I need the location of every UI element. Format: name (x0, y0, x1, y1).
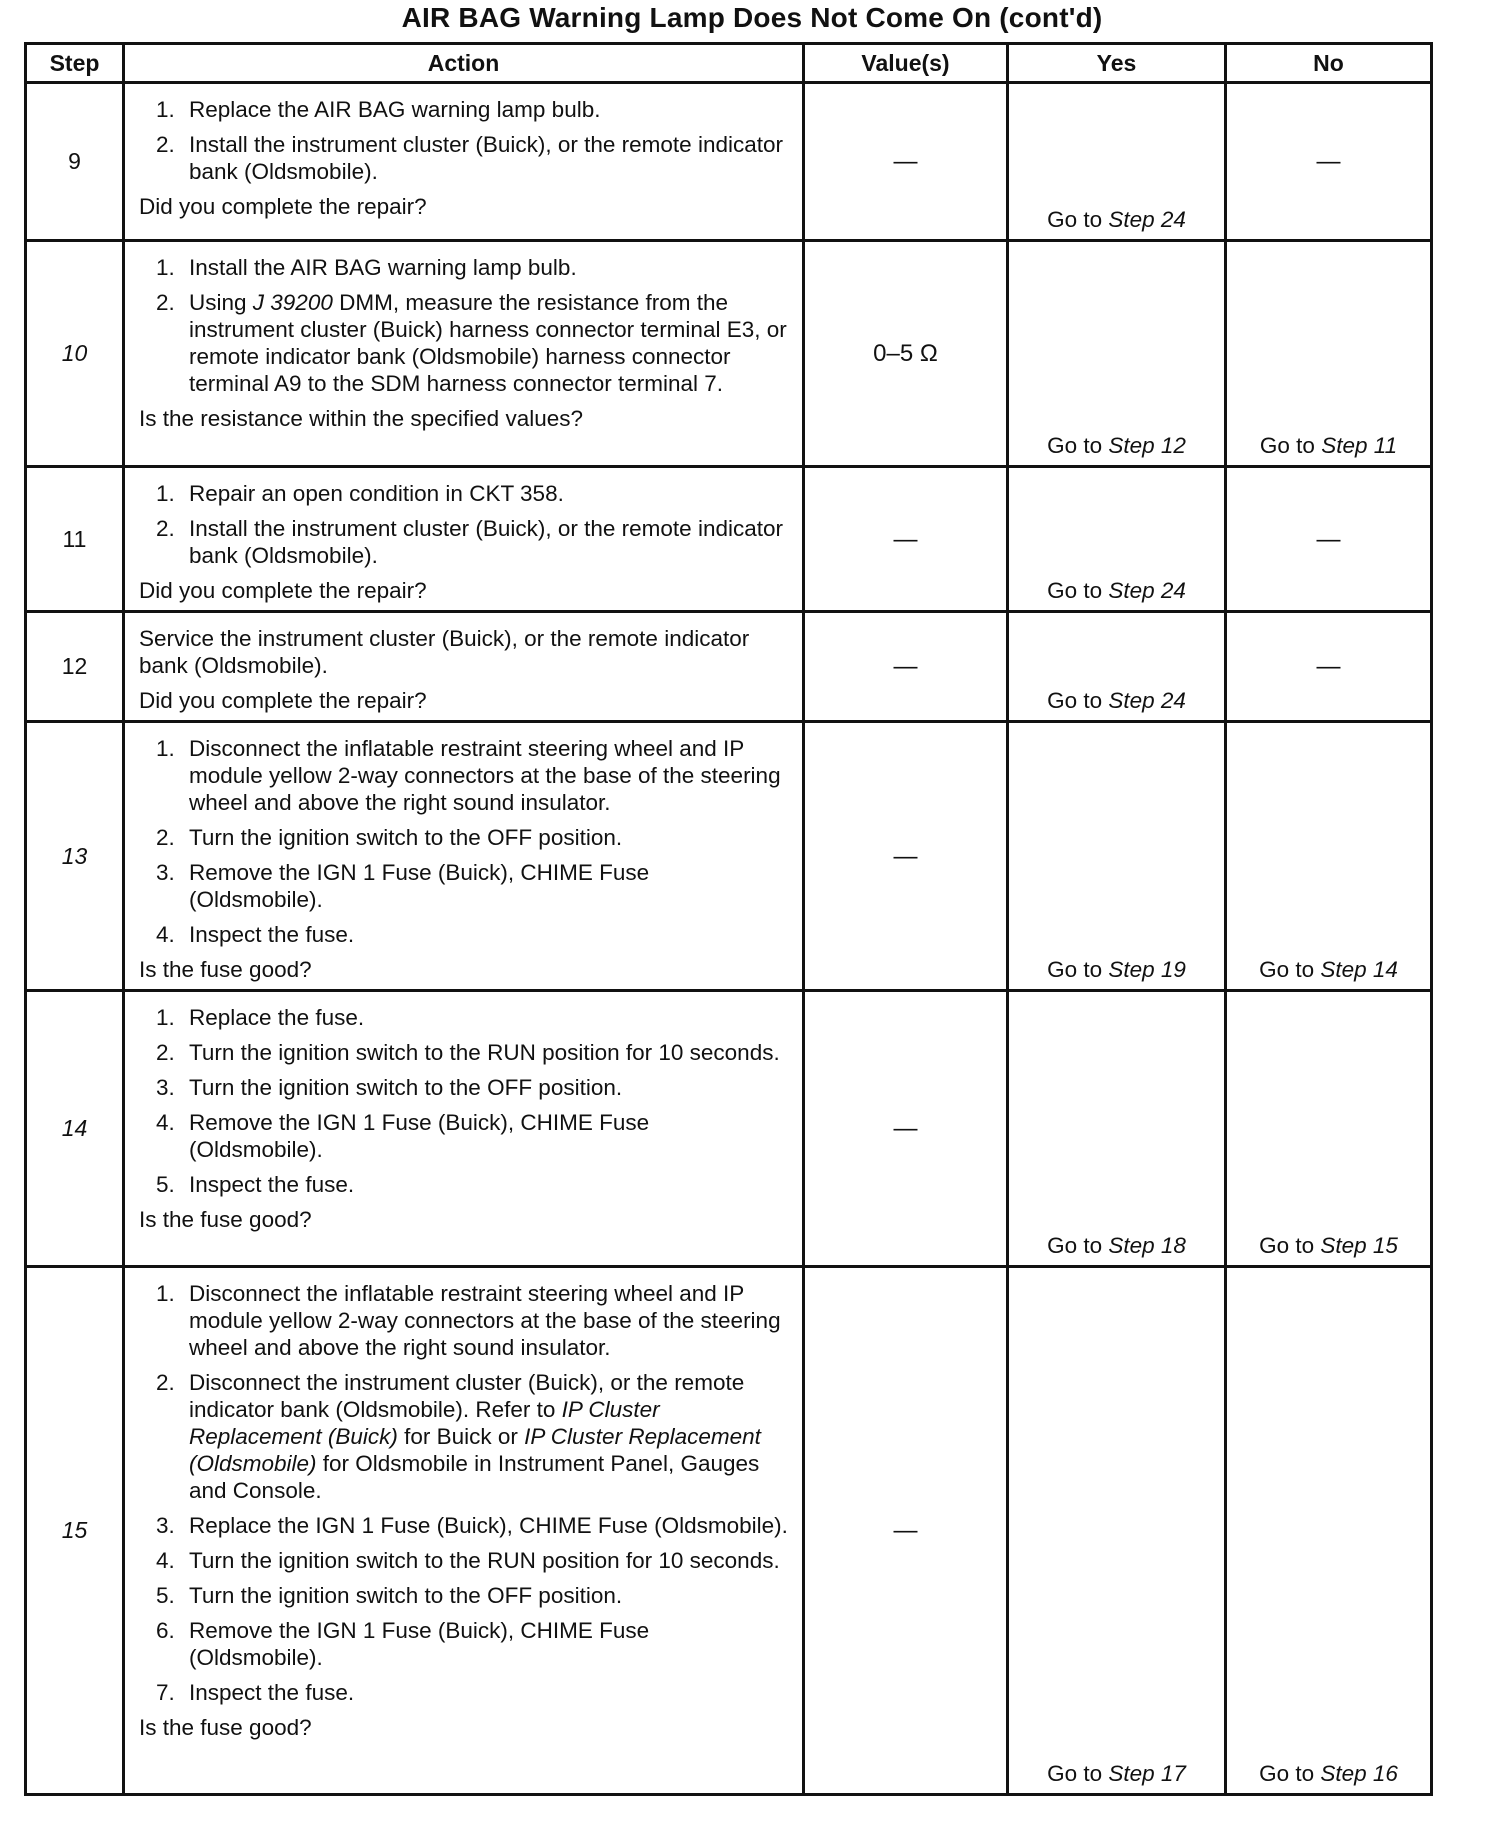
action-cell (124, 83, 804, 241)
action-cell (124, 467, 804, 612)
page-title: AIR BAG Warning Lamp Does Not Come On (cont'd) (401, 2, 1103, 33)
no-cell (1226, 991, 1432, 1267)
action-list (139, 480, 788, 569)
action-cell (124, 1267, 804, 1795)
action-item: 2. Disconnect the instrument cluster (Buick), or the remote indicator bank (Oldsmobile). Refer to IP Cluster Replacement (Buick) for Buick or IP Cluster Replacement (Oldsmobile) for Oldsmobile in Instrument Panel, Gauges and Console. (181, 1369, 788, 1504)
goto-prefix: Go to (1259, 433, 1322, 458)
column-header-action: Action (124, 44, 804, 83)
value-cell: — (804, 722, 1008, 991)
action-item: 1. Replace the fuse. (181, 1004, 788, 1031)
table-row (26, 241, 1432, 467)
table-row (26, 467, 1432, 612)
goto-prefix: — (1316, 653, 1341, 680)
goto-step-link: Step 24 (1108, 688, 1186, 713)
action-item: 1. Disconnect the inflatable restraint steering wheel and IP module yellow 2-way connectors at the base of the steering wheel and above the right sound insulator. (181, 1280, 788, 1361)
goto-step-link: Step 15 (1320, 1233, 1398, 1258)
goto-step-link: Step 24 (1108, 207, 1186, 232)
action-item: 2. Turn the ignition switch to the OFF position. (181, 824, 788, 851)
action-cell (124, 612, 804, 722)
column-header-values: Value(s) (804, 44, 1008, 83)
yes-cell (1008, 83, 1226, 241)
table-row (26, 83, 1432, 241)
procedure-table (24, 42, 1433, 1796)
table-row (26, 1267, 1432, 1795)
no-cell (1226, 722, 1432, 991)
value-cell: — (804, 612, 1008, 722)
goto-step-link: Step 14 (1320, 957, 1398, 982)
goto-step-link: Step 11 (1321, 433, 1398, 458)
action-question: Is the resistance within the specified values? (139, 406, 583, 431)
goto-prefix: Go to (1259, 1233, 1321, 1258)
goto-prefix: — (1316, 525, 1341, 553)
action-item: 2. Install the instrument cluster (Buick), or the remote indicator bank (Oldsmobile). (181, 131, 788, 185)
value-cell: — (804, 467, 1008, 612)
action-item: 3. Turn the ignition switch to the OFF position. (181, 1074, 788, 1101)
column-header-step: Step (26, 44, 124, 83)
table-row (26, 612, 1432, 722)
goto-step-link: Step 19 (1108, 957, 1186, 982)
action-list (139, 1280, 788, 1706)
action-text: Service the instrument cluster (Buick), or the remote indicator bank (Oldsmobile). (139, 626, 750, 678)
step-number: 12 (26, 612, 124, 722)
action-question: Is the fuse good? (139, 957, 312, 982)
action-item: 1. Disconnect the inflatable restraint steering wheel and IP module yellow 2-way connectors at the base of the steering wheel and above the right sound insulator. (181, 735, 788, 816)
goto-prefix: Go to (1047, 1233, 1109, 1258)
value-cell: — (804, 83, 1008, 241)
action-item: 4. Turn the ignition switch to the RUN position for 10 seconds. (181, 1547, 788, 1574)
action-item: 2. Using J 39200 DMM, measure the resistance from the instrument cluster (Buick) harness connector terminal E3, or remote indicator bank (Oldsmobile) harness connector terminal A9 to the SDM harness connector terminal 7. (181, 289, 788, 397)
value-cell: 0–5 Ω (804, 241, 1008, 467)
goto-step-link: Step 24 (1108, 578, 1186, 603)
action-question: Did you complete the repair? (139, 194, 427, 219)
no-cell (1226, 1267, 1432, 1795)
action-list (139, 254, 788, 397)
goto-prefix: Go to (1047, 433, 1109, 458)
no-cell (1226, 83, 1432, 241)
yes-cell (1008, 241, 1226, 467)
step-number: 11 (26, 467, 124, 612)
no-cell (1226, 467, 1432, 612)
action-item: 2. Turn the ignition switch to the RUN position for 10 seconds. (181, 1039, 788, 1066)
step-number: 13 (26, 722, 124, 991)
step-number: 10 (26, 241, 124, 467)
action-item: 5. Inspect the fuse. (181, 1171, 788, 1198)
yes-cell (1008, 612, 1226, 722)
column-header-no: No (1226, 44, 1432, 83)
goto-prefix: Go to (1259, 957, 1321, 982)
action-item: 7. Inspect the fuse. (181, 1679, 788, 1706)
action-item: 4. Inspect the fuse. (181, 921, 788, 948)
goto-prefix: — (1316, 148, 1341, 175)
no-cell (1226, 241, 1432, 467)
goto-prefix: Go to (1047, 578, 1109, 603)
action-list (139, 1004, 788, 1198)
action-item: 3. Replace the IGN 1 Fuse (Buick), CHIME Fuse (Oldsmobile). (181, 1512, 788, 1539)
action-cell (124, 722, 804, 991)
no-cell (1226, 612, 1432, 722)
action-question: Did you complete the repair? (139, 688, 427, 713)
action-item: 6. Remove the IGN 1 Fuse (Buick), CHIME Fuse (Oldsmobile). (181, 1617, 788, 1671)
action-cell (124, 241, 804, 467)
step-number: 14 (26, 991, 124, 1267)
yes-cell (1008, 991, 1226, 1267)
action-list (139, 96, 788, 185)
yes-cell (1008, 467, 1226, 612)
action-cell (124, 991, 804, 1267)
action-item: 4. Remove the IGN 1 Fuse (Buick), CHIME Fuse (Oldsmobile). (181, 1109, 788, 1163)
action-question: Is the fuse good? (139, 1715, 312, 1740)
value-cell: — (804, 991, 1008, 1267)
goto-step-link: Step 12 (1108, 433, 1186, 458)
goto-prefix: Go to (1047, 1761, 1109, 1786)
action-item: 1. Repair an open condition in CKT 358. (181, 480, 788, 507)
table-header-row (26, 44, 1432, 83)
action-list (139, 735, 788, 948)
table-row (26, 991, 1432, 1267)
goto-step-link: Step 17 (1108, 1761, 1186, 1786)
action-question: Did you complete the repair? (139, 578, 427, 603)
action-item: 5. Turn the ignition switch to the OFF position. (181, 1582, 788, 1609)
action-item: 1. Replace the AIR BAG warning lamp bulb. (181, 96, 788, 123)
goto-step-link: Step 18 (1108, 1233, 1186, 1258)
action-question: Is the fuse good? (139, 1207, 312, 1232)
value-cell: — (804, 1267, 1008, 1795)
action-item: 1. Install the AIR BAG warning lamp bulb. (181, 254, 788, 281)
column-header-yes: Yes (1008, 44, 1226, 83)
step-number: 9 (26, 83, 124, 241)
action-item: 2. Install the instrument cluster (Buick), or the remote indicator bank (Oldsmobile). (181, 515, 788, 569)
yes-cell (1008, 1267, 1226, 1795)
goto-prefix: Go to (1259, 1761, 1321, 1786)
action-item: 3. Remove the IGN 1 Fuse (Buick), CHIME Fuse (Oldsmobile). (181, 859, 788, 913)
goto-prefix: Go to (1047, 957, 1109, 982)
yes-cell (1008, 722, 1226, 991)
table-row (26, 722, 1432, 991)
goto-prefix: Go to (1047, 207, 1109, 232)
step-number: 15 (26, 1267, 124, 1795)
goto-step-link: Step 16 (1320, 1761, 1398, 1786)
goto-prefix: Go to (1047, 688, 1109, 713)
